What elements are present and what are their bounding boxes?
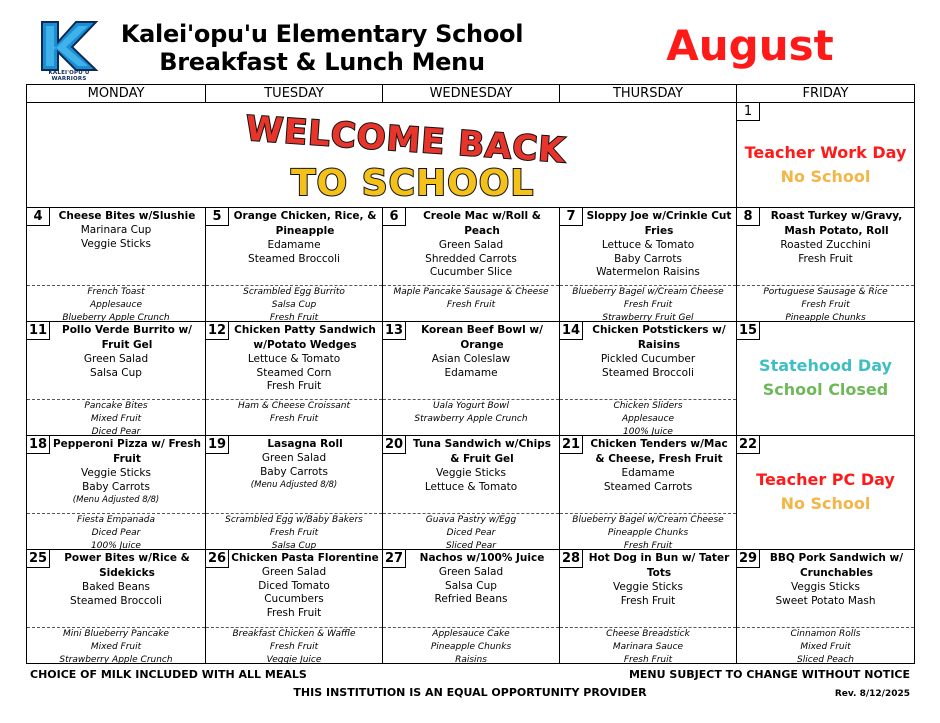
day-number: 11 <box>27 322 50 340</box>
breakfast-item: Pineapple Chunks <box>430 642 512 652</box>
day-number: 20 <box>383 436 406 454</box>
closure-notice <box>737 468 914 516</box>
lunch-menu <box>27 323 205 398</box>
day-cell <box>560 322 737 436</box>
breakfast-item: Applesauce Cake <box>432 629 510 639</box>
lunch-side: Fresh Fruit <box>798 252 853 265</box>
lunch-side: Marinara Cup <box>80 224 152 236</box>
weekday-header: TUESDAY <box>206 85 383 103</box>
lunch-entree: BBQ Pork Sandwich w/ Crunchables <box>769 552 904 579</box>
to-school-text: TO SCHOOL <box>291 163 535 204</box>
lunch-side: Steamed Corn <box>256 366 332 379</box>
day-number: 7 <box>560 208 583 226</box>
lunch-side: Veggie Sticks <box>613 581 683 593</box>
lunch-entree: Power Bites w/Rice & Sidekicks <box>64 552 190 579</box>
lunch-side: Veggie Sticks <box>81 237 151 250</box>
breakfast-item: Raisins <box>455 655 487 665</box>
lunch-side: Green Salad <box>261 566 327 578</box>
lunch-side: Watermelon Raisins <box>596 266 700 279</box>
breakfast-item: Blueberry Bagel w/Cream Cheese <box>572 515 724 525</box>
lunch-side: Cucumber Slice <box>429 266 513 279</box>
lunch-side: Shredded Carrots <box>425 252 517 265</box>
lunch-side: Steamed Broccoli <box>248 252 340 265</box>
lunch-side: Green Salad <box>438 566 504 578</box>
day-cell <box>27 550 206 664</box>
day-cell <box>737 550 915 664</box>
lunch-side: Edamame <box>621 467 675 479</box>
lunch-side: Baby Carrots <box>260 465 328 478</box>
lunch-side: Green Salad <box>438 239 504 251</box>
lunch-entree: Creole Mac w/Roll & Peach <box>423 210 541 237</box>
breakfast-item: Fresh Fruit <box>623 541 673 551</box>
lunch-side: Steamed Broccoli <box>70 594 162 607</box>
breakfast-item: Strawberry Apple Crunch <box>59 655 173 665</box>
week-row <box>27 208 915 322</box>
lunch-menu <box>560 437 736 512</box>
lunch-menu <box>206 209 382 284</box>
revision-date: Rev. 8/12/2025 <box>834 689 910 699</box>
breakfast-item: Mixed Fruit <box>800 642 851 652</box>
lunch-side: Edamame <box>267 239 321 251</box>
lunch-entree: Chicken Potstickers w/ Raisins <box>592 324 726 351</box>
lunch-side: Salsa Cup <box>445 579 497 592</box>
day-number: 18 <box>27 436 50 454</box>
breakfast-item: Veggie Juice <box>266 655 322 665</box>
milk-notice: CHOICE OF MILK INCLUDED WITH ALL MEALS <box>30 668 307 681</box>
day-number: 6 <box>383 208 406 226</box>
closure-notice <box>737 141 914 189</box>
breakfast-item: Cheese Breadstick <box>606 629 690 639</box>
menu-adjusted-note: (Menu Adjusted 8/8) <box>250 480 338 491</box>
day-number: 4 <box>27 208 50 226</box>
breakfast-item: Diced Pear <box>91 427 141 437</box>
day-number: 28 <box>560 550 583 568</box>
lunch-menu <box>27 209 205 284</box>
breakfast-menu <box>206 627 382 663</box>
school-logo <box>38 20 100 80</box>
week-row <box>27 550 915 664</box>
lunch-entree: Chicken Pasta Florentine <box>231 552 379 564</box>
breakfast-item: Mixed Fruit <box>90 642 142 652</box>
day-cell <box>383 436 560 550</box>
menu-subtitle: Breakfast & Lunch Menu <box>159 48 485 76</box>
closure-title: Teacher Work Day <box>744 143 907 162</box>
lunch-side: Baked Beans <box>81 581 151 593</box>
lunch-menu <box>383 437 559 512</box>
breakfast-item: Uala Yogurt Bowl <box>432 401 510 411</box>
day-number: 26 <box>206 550 229 568</box>
breakfast-menu <box>206 399 382 435</box>
day-cell <box>206 322 383 436</box>
change-notice: MENU SUBJECT TO CHANGE WITHOUT NOTICE <box>628 668 910 681</box>
menu-adjusted-note: (Menu Adjusted 8/8) <box>72 495 160 506</box>
breakfast-item: Salsa Cup <box>271 300 317 310</box>
breakfast-item: Pineapple Chunks <box>607 528 689 538</box>
breakfast-item: Diced Pear <box>446 528 496 538</box>
lunch-menu <box>206 323 382 398</box>
lunch-side: Edamame <box>444 366 498 379</box>
breakfast-item: Guava Pastry w/Egg <box>425 515 517 525</box>
lunch-entree: Chicken Patty Sandwich w/Potato Wedges <box>234 324 376 351</box>
breakfast-item: Strawberry Apple Crunch <box>414 414 528 424</box>
closure-subtitle: No School <box>780 494 871 513</box>
day-number: 19 <box>206 436 229 454</box>
day-cell <box>560 208 737 322</box>
lunch-entree: Roast Turkey w/Gravy, Mash Potato, Roll <box>770 210 903 237</box>
equal-opportunity-notice: THIS INSTITUTION IS AN EQUAL OPPORTUNITY PROVIDER <box>293 686 647 699</box>
day-number: 22 <box>737 436 760 454</box>
day-number: 27 <box>383 550 406 568</box>
lunch-side: Steamed Broccoli <box>602 366 694 379</box>
breakfast-item: Blueberry Bagel w/Cream Cheese <box>572 287 724 297</box>
breakfast-item: Maple Pancake Sausage & Cheese <box>393 287 549 297</box>
week-row <box>27 103 915 208</box>
lunch-menu <box>27 437 205 512</box>
day-number: 1 <box>737 103 760 121</box>
lunch-side: Steamed Carrots <box>603 480 693 493</box>
lunch-entree: Pollo Verde Burrito w/ Fruit Gel <box>62 324 192 351</box>
lunch-side: Refried Beans <box>434 593 508 606</box>
day-number: 25 <box>27 550 50 568</box>
day-cell <box>560 436 737 550</box>
breakfast-menu <box>383 399 559 435</box>
breakfast-item: Fresh Fruit <box>446 300 496 310</box>
day-number: 12 <box>206 322 229 340</box>
day-cell <box>27 436 206 550</box>
month-heading: August <box>666 21 834 70</box>
breakfast-menu <box>737 285 914 321</box>
lunch-side: Lettuce & Tomato <box>601 239 695 251</box>
lunch-entree: Cheese Bites w/Slushie <box>58 210 196 222</box>
breakfast-menu <box>27 513 205 549</box>
lunch-menu <box>206 551 382 626</box>
lunch-menu <box>560 209 736 284</box>
breakfast-item: Pancake Bites <box>84 401 148 411</box>
breakfast-item: Portuguese Sausage & Rice <box>763 287 888 297</box>
breakfast-item: Diced Pear <box>91 528 141 538</box>
weekday-header-row <box>27 85 915 103</box>
weekday-header: WEDNESDAY <box>383 85 560 103</box>
day-number: 8 <box>737 208 760 226</box>
lunch-side: Veggis Sticks <box>791 581 860 593</box>
day-cell <box>737 436 915 550</box>
school-name: Kalei'opu'u Elementary School <box>120 20 524 48</box>
breakfast-item: Applesauce <box>89 300 142 310</box>
breakfast-item: Fresh Fruit <box>801 300 850 310</box>
breakfast-menu <box>560 285 736 321</box>
closure-notice <box>737 354 914 402</box>
weekday-header: FRIDAY <box>737 85 915 103</box>
lunch-side: Fresh Fruit <box>266 606 322 619</box>
lunch-menu <box>27 551 205 626</box>
breakfast-item: 100% Juice <box>623 427 673 437</box>
day-number: 29 <box>737 550 760 568</box>
day-number: 13 <box>383 322 406 340</box>
breakfast-menu <box>206 513 382 549</box>
breakfast-menu <box>27 627 205 663</box>
lunch-side: Green Salad <box>261 452 327 464</box>
day-number: 14 <box>560 322 583 340</box>
closure-subtitle: School Closed <box>762 380 889 399</box>
breakfast-item: 100% Juice <box>91 541 141 551</box>
lunch-menu <box>737 551 914 626</box>
welcome-text: WELCOME BACK <box>244 108 567 172</box>
breakfast-item: Applesauce <box>621 414 674 424</box>
day-cell <box>206 550 383 664</box>
breakfast-item: Fresh Fruit <box>269 642 319 652</box>
day-cell <box>206 208 383 322</box>
lunch-side: Salsa Cup <box>90 366 142 379</box>
lunch-side: Roasted Zucchini <box>780 239 871 251</box>
day-cell <box>383 208 560 322</box>
breakfast-item: Pineapple Chunks <box>785 313 866 323</box>
lunch-side: Lettuce & Tomato <box>247 353 341 365</box>
breakfast-item: Ham & Cheese Croissant <box>237 401 351 411</box>
day-cell <box>737 208 915 322</box>
lunch-side: Fresh Fruit <box>266 380 322 393</box>
lunch-entree: Orange Chicken, Rice, & Pineapple <box>233 210 377 237</box>
lunch-menu <box>383 323 559 398</box>
lunch-entree: Lasagna Roll <box>267 438 343 450</box>
lunch-entree: Nachos w/100% Juice <box>419 552 545 564</box>
lunch-entree: Pepperoni Pizza w/ Fresh Fruit <box>52 438 202 465</box>
breakfast-item: Marinara Sauce <box>612 642 684 652</box>
lunch-side: Pickled Cucumber <box>600 353 696 365</box>
week-row <box>27 436 915 550</box>
day-cell <box>206 436 383 550</box>
lunch-side: Sweet Potato Mash <box>775 594 876 607</box>
lunch-side: Fresh Fruit <box>620 594 676 607</box>
breakfast-item: French Toast <box>87 287 145 297</box>
breakfast-item: Cinnamon Rolls <box>790 629 861 639</box>
breakfast-item: Breakfast Chicken & Waffle <box>232 629 356 639</box>
breakfast-item: Mixed Fruit <box>90 414 142 424</box>
lunch-entree: Hot Dog in Bun w/ Tater Tots <box>588 552 730 579</box>
breakfast-menu <box>383 627 559 663</box>
breakfast-item: Fresh Fruit <box>269 313 319 323</box>
lunch-side: Lettuce & Tomato <box>424 480 518 493</box>
menu-calendar <box>26 84 915 664</box>
breakfast-menu <box>560 627 736 663</box>
breakfast-item: Fiesta Empanada <box>77 515 155 525</box>
day-number: 21 <box>560 436 583 454</box>
lunch-side: Veggie Sticks <box>436 467 506 479</box>
day-cell <box>27 322 206 436</box>
lunch-side: Cucumbers <box>264 593 324 606</box>
week-row <box>27 322 915 436</box>
lunch-entree: Sloppy Joe w/Crinkle Cut Fries <box>586 210 732 237</box>
lunch-side: Asian Coleslaw <box>431 353 511 365</box>
lunch-entree: Tuna Sandwich w/Chips & Fruit Gel <box>412 438 552 465</box>
breakfast-item: Chicken Sliders <box>613 401 683 411</box>
breakfast-menu <box>560 399 736 435</box>
lunch-side: Green Salad <box>83 353 149 365</box>
breakfast-item: Fresh Fruit <box>269 528 319 538</box>
day-cell <box>383 322 560 436</box>
day-number: 5 <box>206 208 229 226</box>
day-cell <box>737 103 915 208</box>
lunch-menu <box>737 209 914 284</box>
breakfast-item: Mini Blueberry Pancake <box>63 629 169 639</box>
lunch-menu <box>206 437 382 512</box>
lunch-menu <box>383 551 559 626</box>
day-number: 15 <box>737 322 760 340</box>
closure-title: Statehood Day <box>759 356 892 375</box>
breakfast-item: Sliced Pear <box>446 541 496 551</box>
welcome-cell <box>27 103 737 208</box>
lunch-menu <box>383 209 559 284</box>
breakfast-item: Scrambled Egg w/Baby Bakers <box>225 515 363 525</box>
logo-text: KALEI'OPU'U WARRIORS <box>48 70 90 82</box>
lunch-side: Baby Carrots <box>614 252 682 265</box>
lunch-menu <box>560 323 736 398</box>
breakfast-menu <box>383 513 559 549</box>
breakfast-menu <box>27 285 205 321</box>
day-cell <box>560 550 737 664</box>
breakfast-item: Salsa Cup <box>271 541 317 551</box>
breakfast-menu <box>737 627 914 663</box>
page-title <box>112 20 532 76</box>
lunch-menu <box>560 551 736 626</box>
breakfast-item: Strawberry Fruit Gel <box>602 313 694 323</box>
day-cell <box>737 322 915 436</box>
breakfast-menu <box>206 285 382 321</box>
breakfast-menu <box>383 285 559 321</box>
breakfast-item: Sliced Peach <box>797 655 854 665</box>
lunch-side: Diced Tomato <box>258 579 330 592</box>
lunch-side: Veggie Sticks <box>81 467 151 479</box>
day-cell <box>383 550 560 664</box>
breakfast-menu <box>560 513 736 549</box>
lunch-entree: Chicken Tenders w/Mac & Cheese, Fresh Fruit <box>590 438 728 465</box>
lunch-side: Baby Carrots <box>82 480 150 493</box>
breakfast-item: Fresh Fruit <box>623 300 673 310</box>
breakfast-item: Scrambled Egg Burrito <box>243 287 345 297</box>
weekday-header: THURSDAY <box>560 85 737 103</box>
weekday-header: MONDAY <box>27 85 206 103</box>
welcome-back-banner <box>27 103 736 207</box>
breakfast-item: Fresh Fruit <box>623 655 673 665</box>
breakfast-item: Fresh Fruit <box>269 414 319 424</box>
breakfast-menu <box>27 399 205 435</box>
day-cell <box>27 208 206 322</box>
closure-title: Teacher PC Day <box>756 470 895 489</box>
lunch-entree: Korean Beef Bowl w/ Orange <box>421 324 543 351</box>
breakfast-item: Blueberry Apple Crunch <box>62 313 170 323</box>
closure-subtitle: No School <box>780 167 871 186</box>
